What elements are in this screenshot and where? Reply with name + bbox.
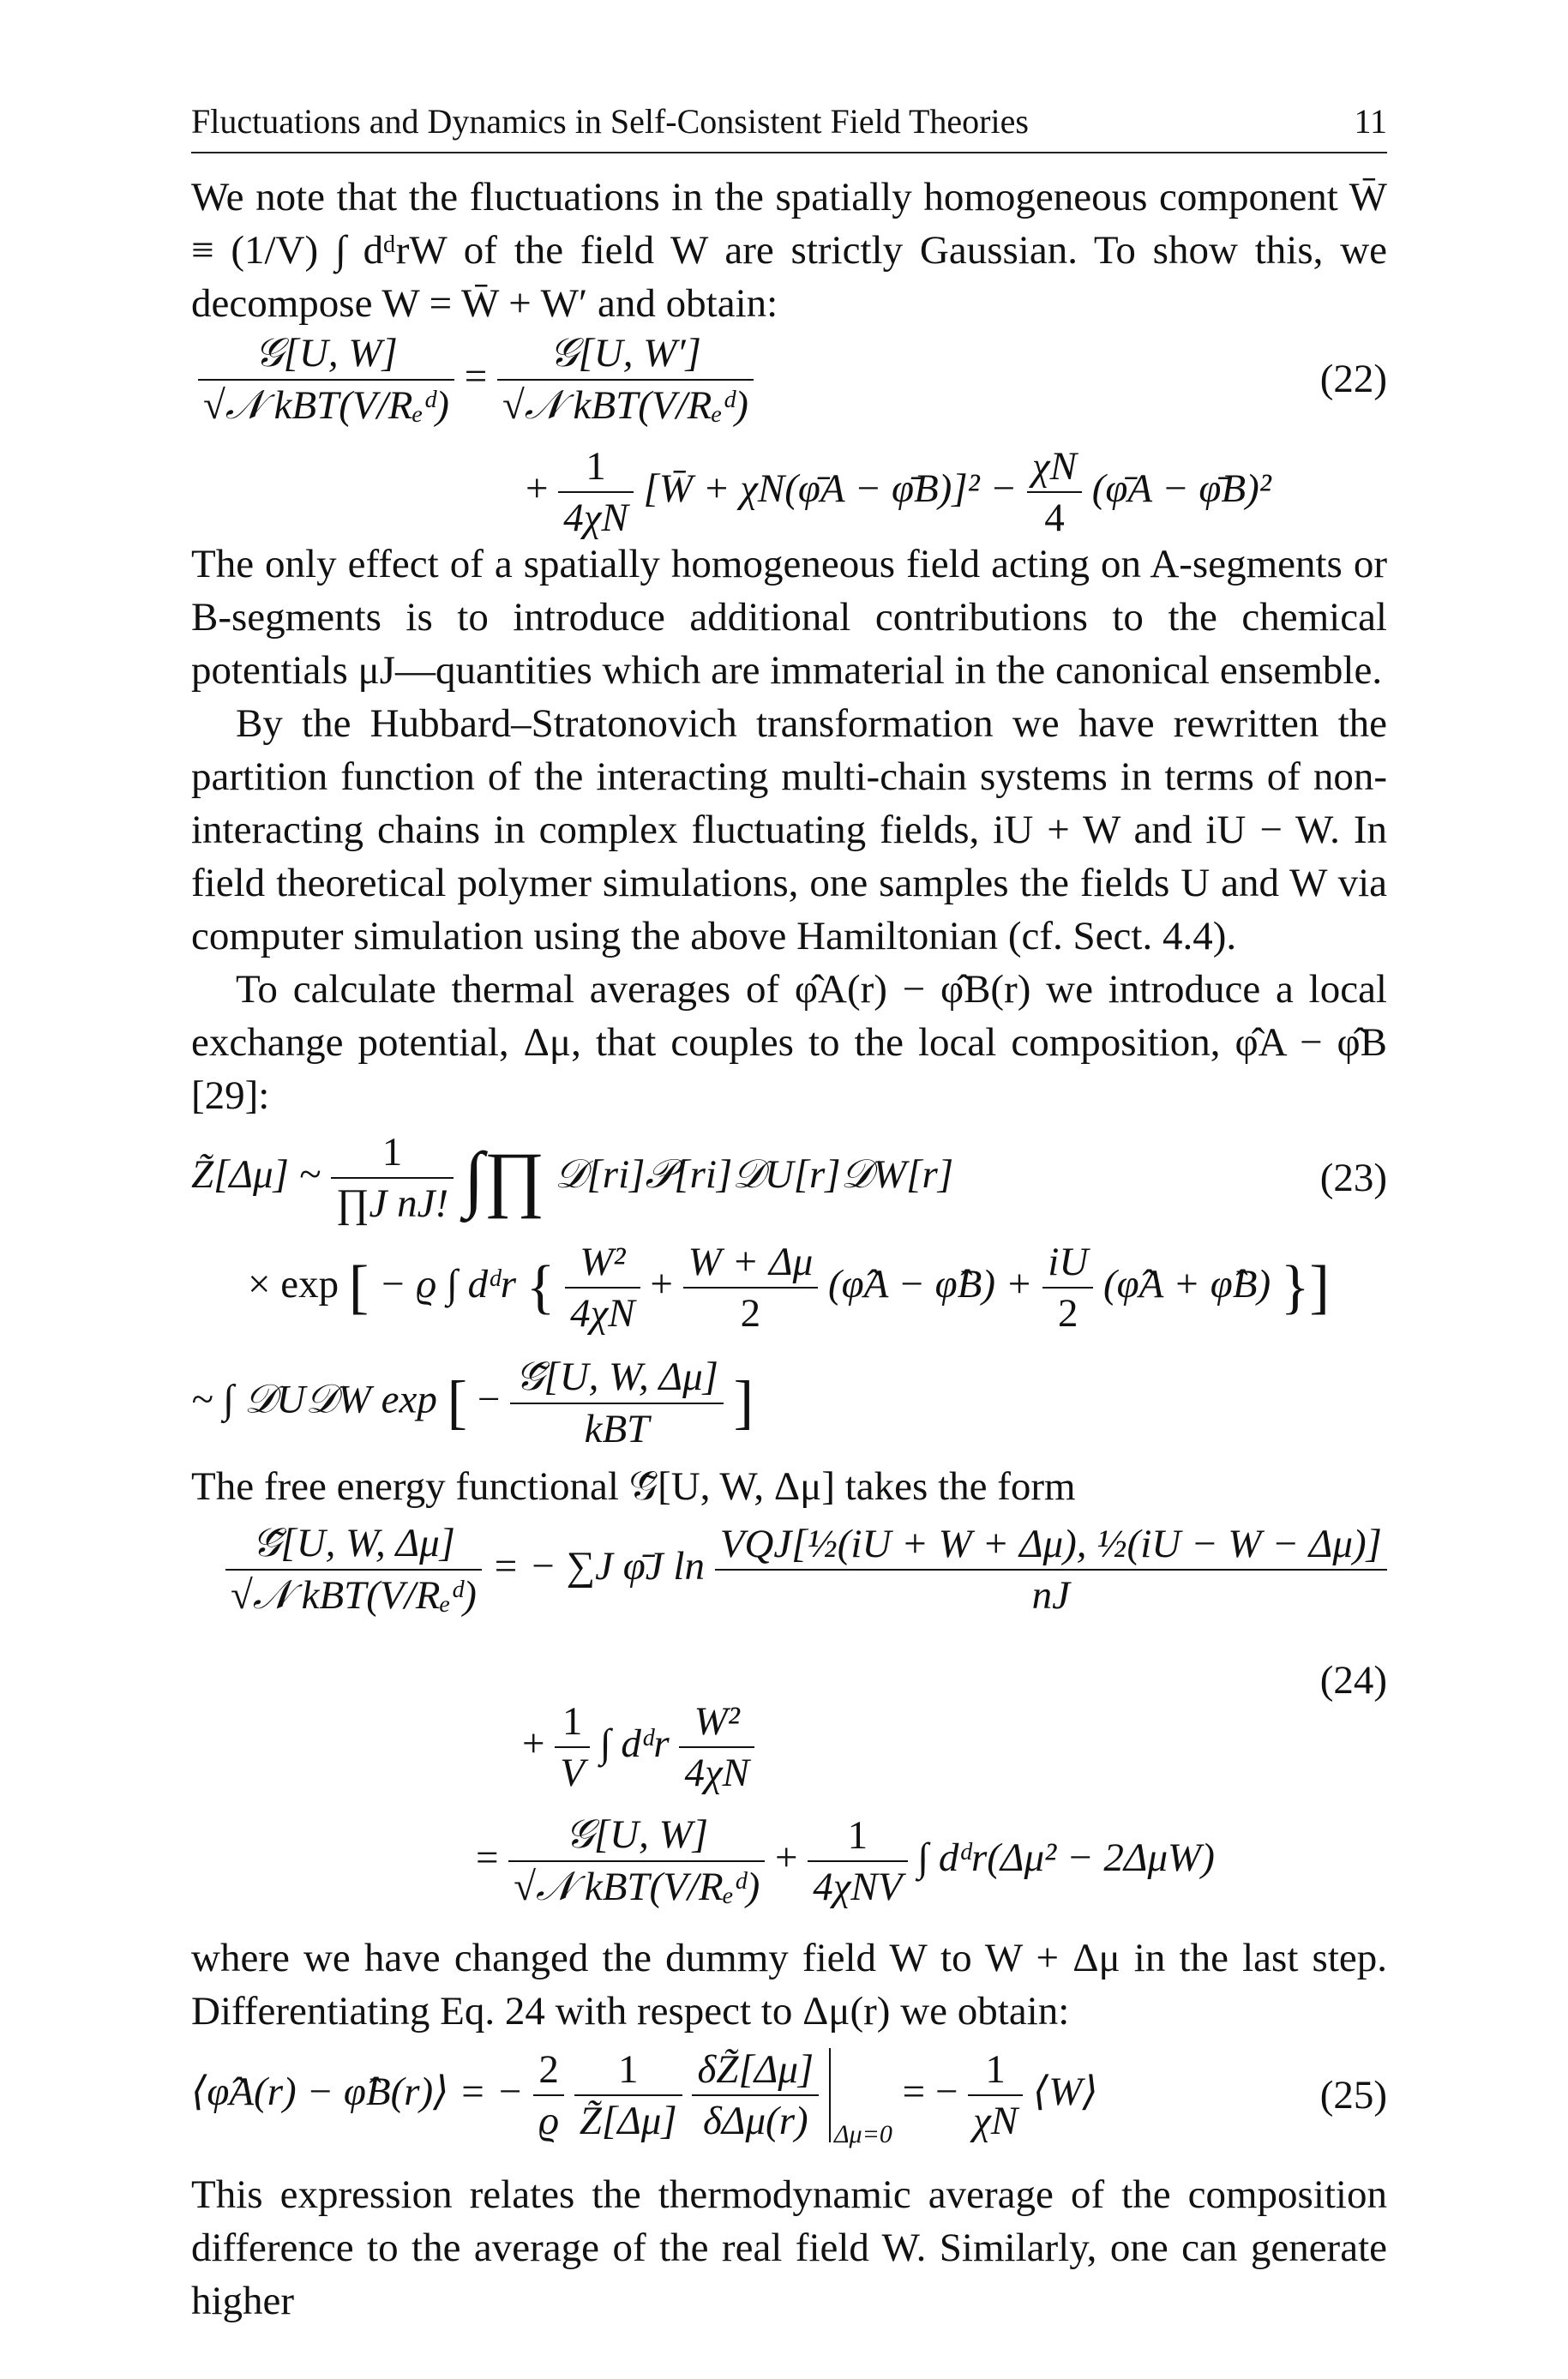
paragraph-5: The free energy functional 𝒢̃[U, W, Δμ] takes the form bbox=[191, 1464, 1076, 1509]
eq25-number: (25) bbox=[1319, 2073, 1387, 2118]
eq22-number: (22) bbox=[1319, 357, 1387, 401]
eq24-line-1: $\frac{\text{𝒢̃[U, W, Δμ]}}{\text{√𝒩 kBT(V/Rₑᵈ)}}$ = − ∑J φ̄J ln $\frac{\text{VQJ[½(iU + W + Δμ), ½(iU − W − Δμ)]}}{nJ}$ bbox=[225, 1520, 1387, 1619]
paragraph-4: To calculate thermal averages of φ̂A(r) − φ̂B(r) we introduce a local exchange potential, Δμ, that couples to the local composition, φ̂A − φ̂B [29]: bbox=[191, 967, 1387, 1118]
eq23-number: (23) bbox=[1319, 1156, 1387, 1200]
equation-22 bbox=[191, 330, 1387, 538]
eq25-line: ⟨φ̂A(r) − φ̂B(r)⟩ = − $\frac{2}{ϱ}$ $\frac{1}{Z̃[\Delta\mu]}$ $\frac{\delta Z̃[\Delta\mu]}{\text{δΔμ(r)}}$ Δμ=0 = − $\frac{1}{\chi N}$ ⟨W⟩ bbox=[191, 2047, 1098, 2148]
eq22-lhs-fraction: $\frac{\text{𝒢[U, W]}}{\text{√𝒩 kBT(V/Rₑᵈ)}}$ bbox=[198, 330, 454, 430]
paragraph-2: The only effect of a spatially homogeneous field acting on A-segments or B-segments is to introduce additional contributions to the chemical potentials μJ—quantities which are immaterial in the canonical ensemble. bbox=[191, 542, 1387, 693]
running-header bbox=[191, 101, 1387, 153]
paragraph-7: This expression relates the thermodynamic average of the composition difference to the average of the real field W. Similarly, one can generate higher bbox=[191, 2172, 1387, 2323]
running-title: Fluctuations and Dynamics in Self-Consistent Field Theories bbox=[191, 102, 1029, 141]
page bbox=[191, 101, 1387, 2328]
paragraph-1: We note that the fluctuations in the spatially homogeneous component W̄ ≡ (1/V) ∫ dᵈrW of the field W are strictly Gaussian. To show this, we decompose W = W̄ + W′ and obtain: bbox=[191, 175, 1387, 326]
eq24-line-3: = $\frac{\text{𝒢[U, W]}}{\text{√𝒩 kBT(V/Rₑᵈ)}}$ + $\frac{1}{\text{4χNV}}$ ∫ dᵈr(Δμ² − 2ΔμW) bbox=[476, 1812, 1215, 1909]
eq22-rhs-fraction: $\frac{\text{𝒢[U, W′]}}{\text{√𝒩 kBT(V/Rₑᵈ)}}$ bbox=[497, 330, 754, 430]
equation-25 bbox=[191, 2046, 1387, 2168]
eq22-line-2: + $\frac{1}{4\chi N}$ [W̄ + χN(φ̄A − φ̄B)]² − $\frac{\chi N}{4}$ (φ̄A − φ̄B)² bbox=[526, 444, 1271, 540]
page-number: 11 bbox=[1354, 102, 1387, 141]
paragraph-3: By the Hubbard–Stratonovich transformation we have rewritten the partition function of the interacting multi-chain systems in terms of non-interacting chains in complex fluctuating fields, iU + W and iU − W. In field theoretical polymer simulations, one samples the fields U and W via computer simulation using the above Hamiltonian (cf. Sect. 4.4). bbox=[191, 701, 1387, 958]
eq23-line-1: Z̃[Δμ] ~ $\frac{1}{\text{∏J nJ!}}$ ∫∏ 𝒟[ri]𝒫[ri]𝒟U[r]𝒟W[r] bbox=[191, 1130, 954, 1226]
eq24-number: (24) bbox=[1319, 1658, 1387, 1703]
equation-23 bbox=[191, 1129, 1387, 1460]
eq24-line-2: + $\frac{1}{V}$ ∫ dᵈr $\frac{\text{W²}}{4\chi N}$ bbox=[522, 1698, 754, 1796]
paragraph-6: where we have changed the dummy field W to W + Δμ in the last step. Differentiating Eq. 24 with respect to Δμ(r) we obtain: bbox=[191, 1936, 1387, 2034]
equation-24 bbox=[191, 1520, 1387, 1931]
eq23-line-3: ~ ∫ 𝒟U𝒟W exp [ − $\frac{\text{𝒢̃[U, W, Δμ]}}{\text{kBT}}$ ] bbox=[191, 1355, 754, 1451]
eq23-line-2: × exp [ − ϱ ∫ dᵈr { $\frac{\text{W²}}{4\chi N}$ + $\frac{W + \Delta\mu}{2}$ (φ̂A − φ̂B) + $\frac{iU}{2}$ (φ̂A + φ̂B) }] bbox=[248, 1240, 1330, 1336]
eq22-line-1: $\frac{\text{𝒢[U, W]}}{\text{√𝒩 kBT(V/Rₑᵈ)}}$ = $\frac{\text{𝒢[U, W′]}}{\text{√𝒩 kBT(V/Rₑᵈ)}}$ bbox=[198, 330, 754, 430]
